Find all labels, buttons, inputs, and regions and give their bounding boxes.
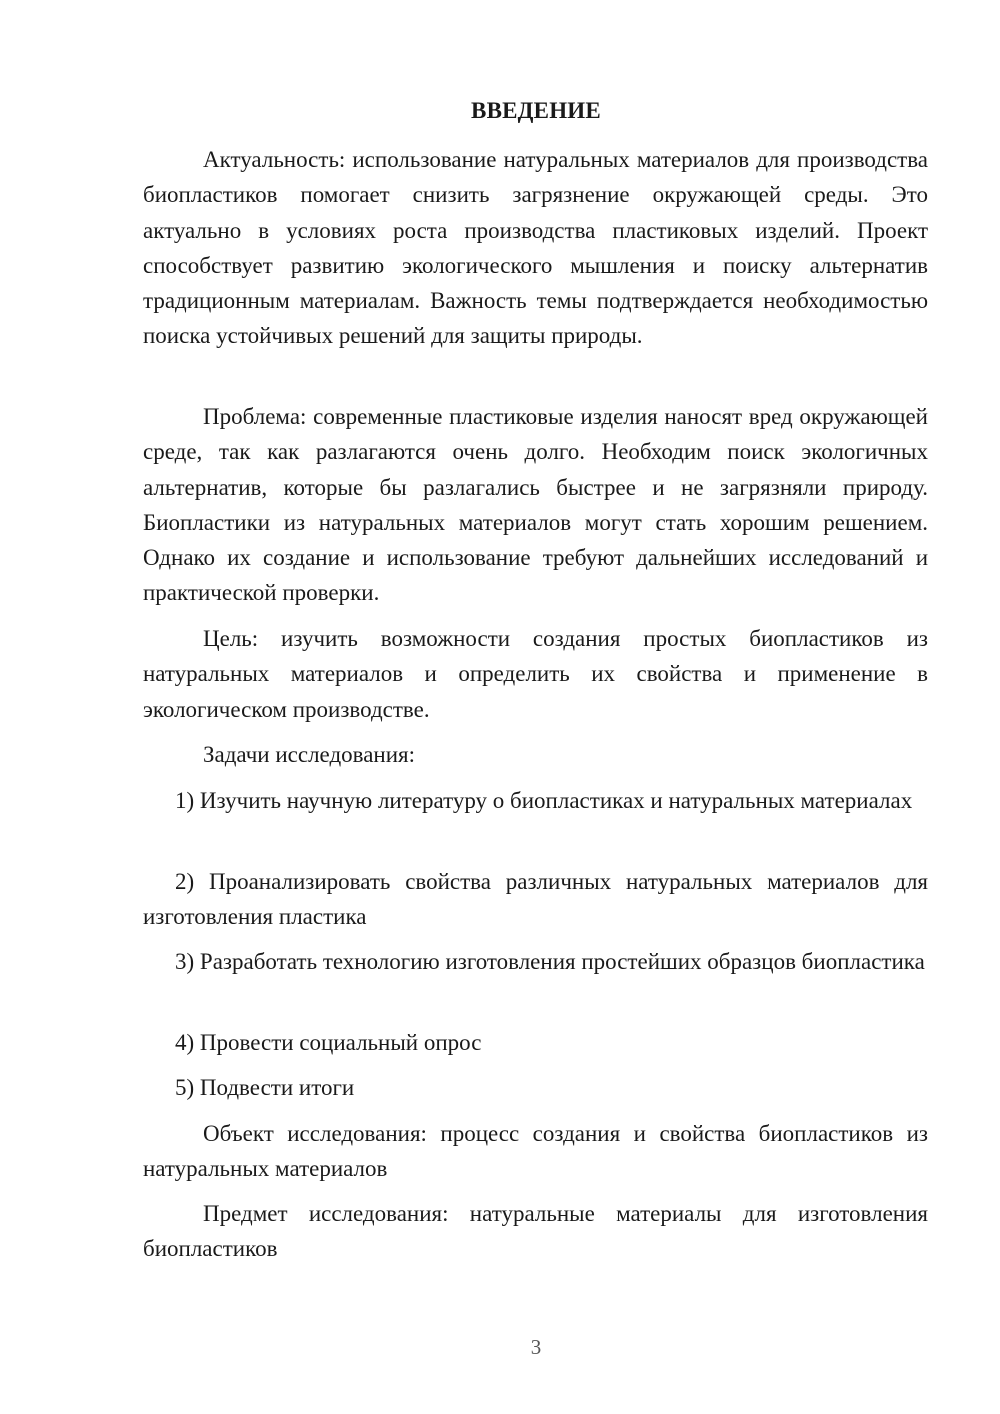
page-number: 3 xyxy=(530,1335,542,1359)
page-title: ВВЕДЕНИЕ xyxy=(471,98,601,123)
goal-paragraph: Цель: изучить возможности создания простых биопластиков из натуральных материалов и определить их свойства и применение в экологическом производстве. xyxy=(143,626,928,722)
relevance-paragraph: Актуальность: использование натуральных материалов для производства биопластиков помогает снизить загрязнение окружающей среды. Это актуально в условиях роста производства пластиковых изделий. Проект способствует развитию экологического мышления и поиску альтернатив традиционным материалам. Важность темы подтверждается необходимостью поиска устойчивых решений для защиты природы. xyxy=(143,147,928,349)
tasks-heading: Задачи исследования: xyxy=(203,742,416,767)
subject-paragraph: Предмет исследования: натуральные материалы для изготовления биопластиков xyxy=(143,1201,928,1262)
problem-paragraph: Проблема: современные пластиковые изделия наносят вред окружающей среде, так как разлагаются очень долго. Необходим поиск экологичных альтернатив, которые бы разлагались быстрее и не загрязняли природу. Биопластики из натуральных материалов могут стать хорошим решением. Однако их создание и использование требуют дальнейших исследований и практической проверки. xyxy=(143,404,928,606)
task-item-5: 5) Подвести итоги xyxy=(175,1075,355,1100)
task-item-2: 2) Проанализировать свойства различных натуральных материалов для изготовления пластика xyxy=(143,869,928,930)
task-item-3: 3) Разработать технологию изготовления простейших образцов биопластика xyxy=(175,949,925,974)
object-paragraph: Объект исследования: процесс создания и свойства биопластиков из натуральных материалов xyxy=(143,1121,928,1182)
task-item-1: 1) Изучить научную литературу о биопластиках и натуральных материалах xyxy=(175,788,913,813)
task-item-4: 4) Провести социальный опрос xyxy=(175,1030,482,1055)
